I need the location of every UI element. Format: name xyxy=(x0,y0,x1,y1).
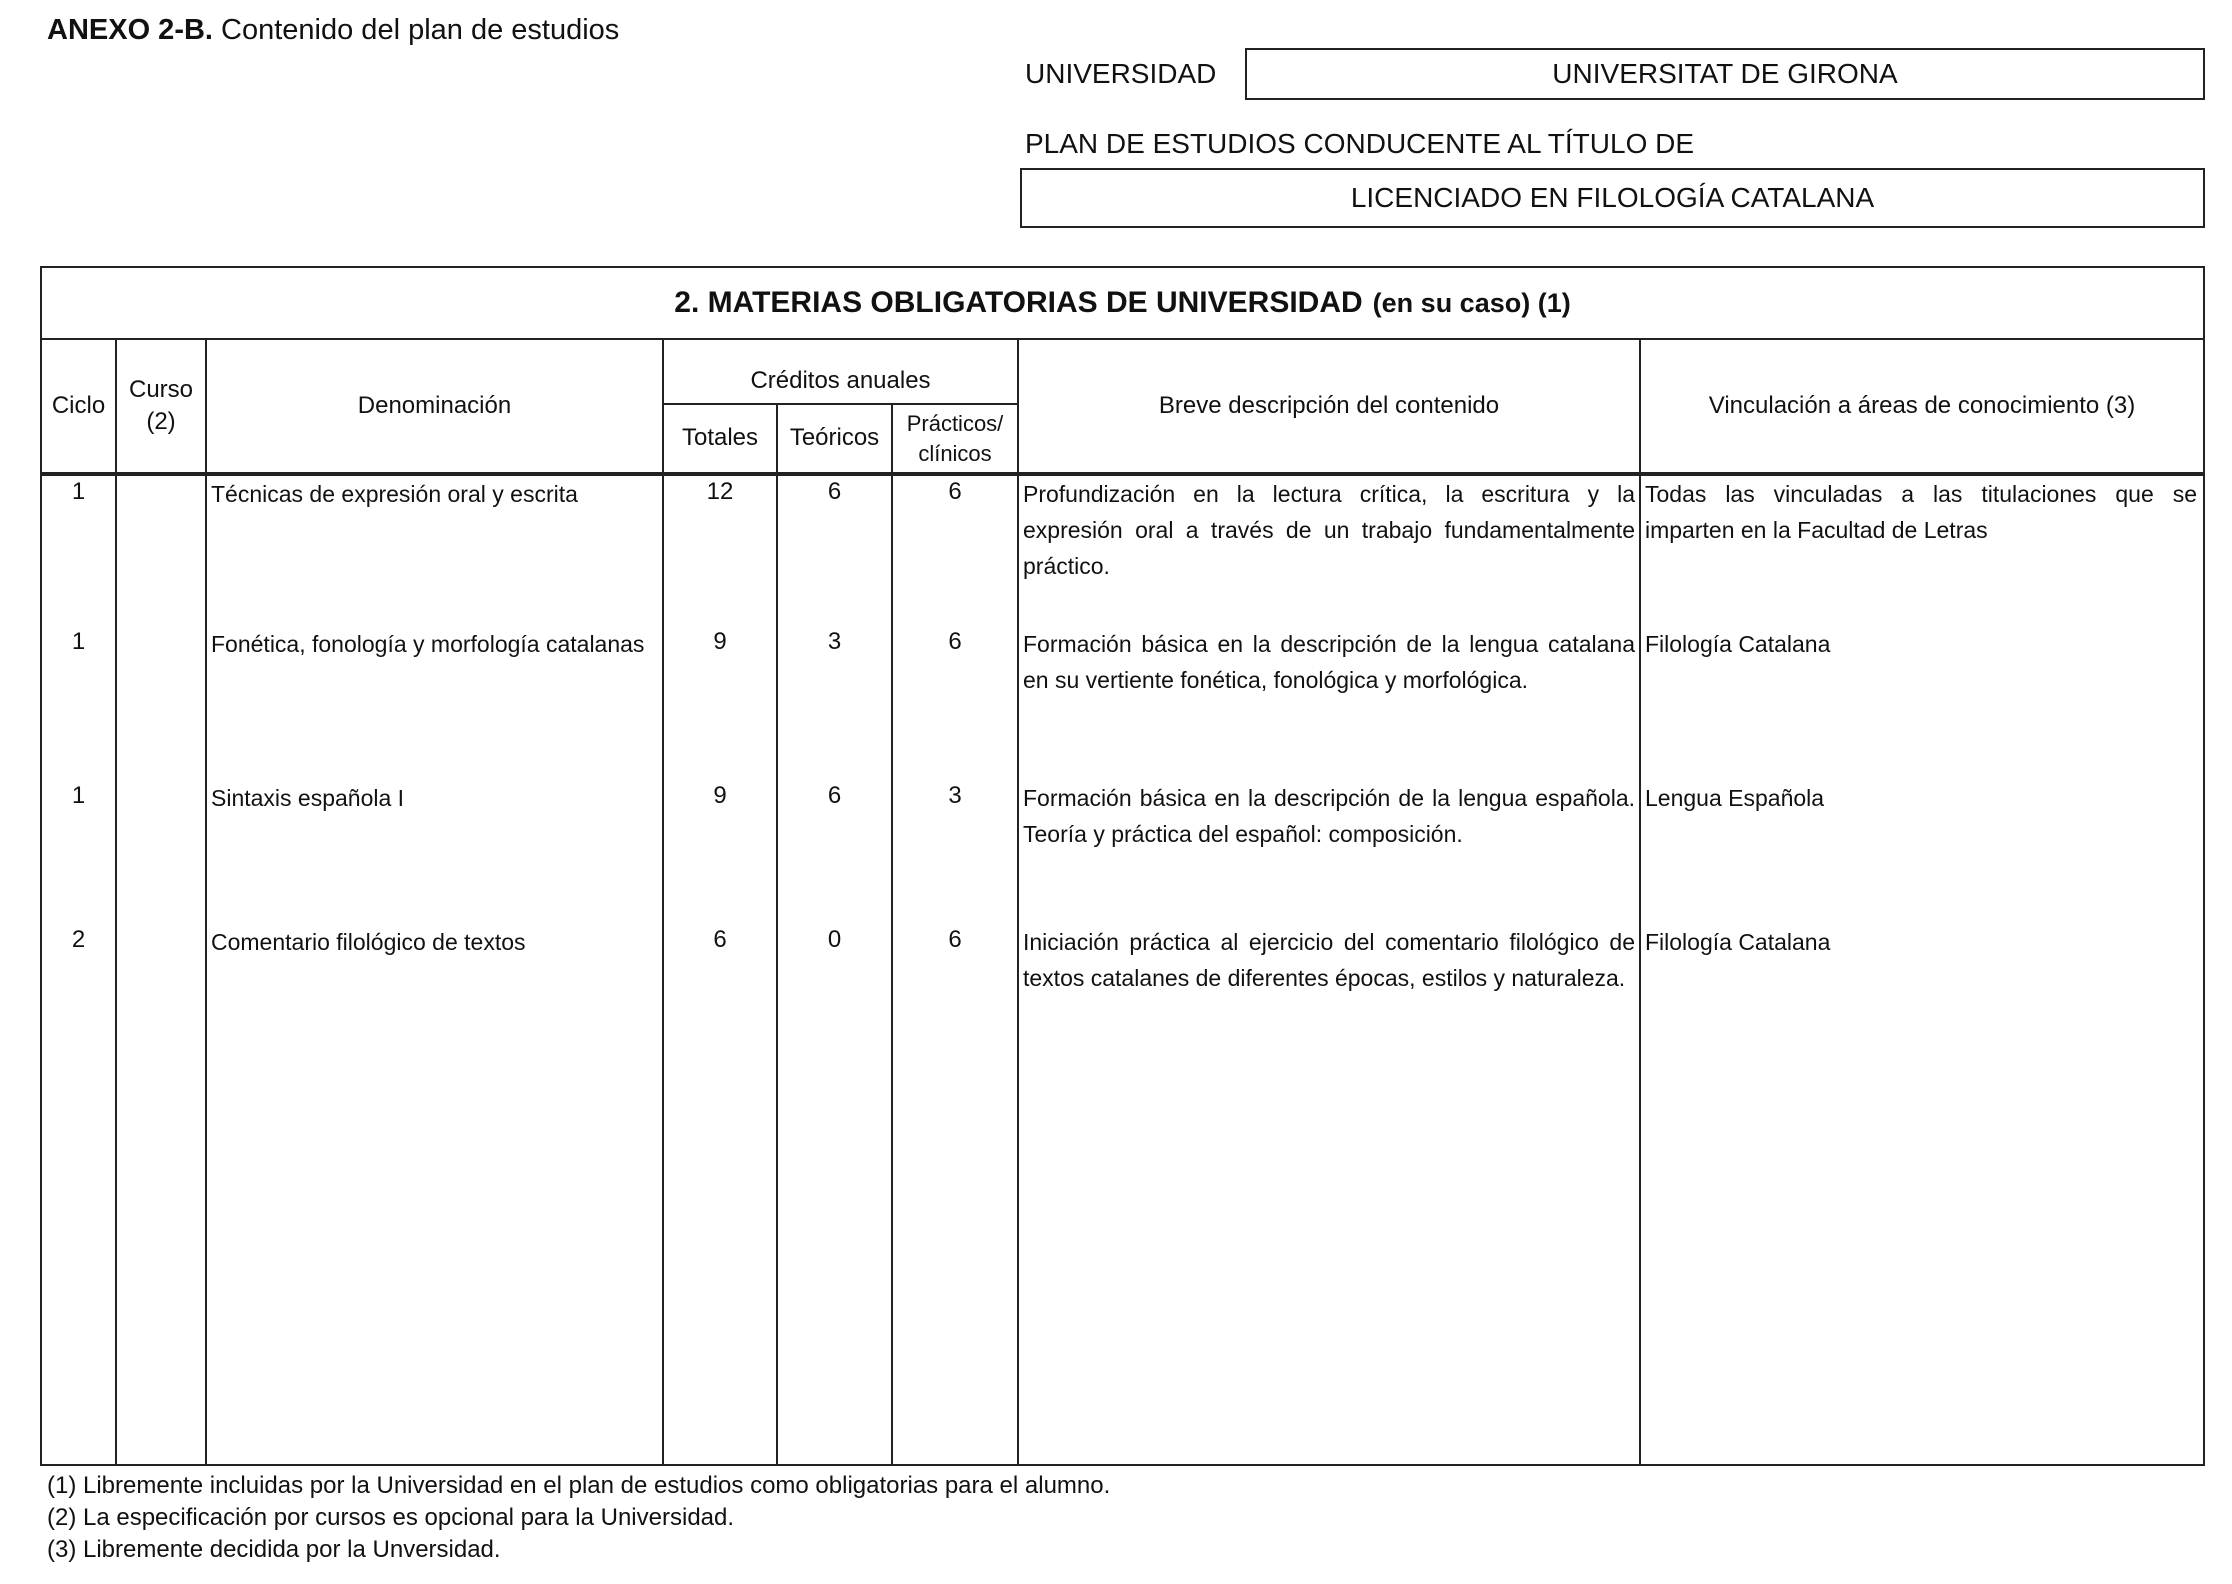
col-header-descripcion: Breve descripción del contenido xyxy=(1158,391,1500,419)
footnote-2: (2) La especificación por cursos es opcional para la Universidad. xyxy=(47,1504,735,1531)
col-header-ciclo: Ciclo xyxy=(51,391,106,419)
row2-vinculacion: Filología Catalana xyxy=(1645,631,1831,657)
section-title-main: 2. MATERIAS OBLIGATORIAS DE UNIVERSIDAD xyxy=(674,286,1363,319)
row4-practicos: 6 xyxy=(948,926,962,953)
row4-ciclo: 2 xyxy=(71,926,86,953)
row4-descripcion: Iniciación práctica al ejercicio del comentario filológico de textos catalanes de diferentes épocas, estilos y naturaleza. xyxy=(1023,929,1635,991)
row2-denominacion: Fonética, fonología y morfología catalanas xyxy=(211,631,645,657)
annex-title xyxy=(47,14,619,47)
col-divider-descripcion xyxy=(1639,338,1641,1464)
row1-teoricos: 6 xyxy=(827,478,842,505)
col-header-vinculacion: Vinculación a áreas de conocimiento (3) xyxy=(1708,391,2136,419)
col-divider-ciclo xyxy=(115,338,117,1464)
row1-denominacion: Técnicas de expresión oral y escrita xyxy=(211,481,578,507)
col-divider-creditos xyxy=(1017,338,1019,1464)
col-header-totales: Totales xyxy=(681,424,759,452)
col-header-teoricos: Teóricos xyxy=(789,424,880,452)
col-header-denominacion: Denominación xyxy=(357,391,512,419)
row4-totales: 6 xyxy=(713,926,727,953)
degree-field: LICENCIADO EN FILOLOGÍA CATALANA xyxy=(1020,168,2205,228)
footnote-3: (3) Libremente decidida por la Unversidad. xyxy=(47,1536,501,1563)
row3-descripcion: Formación básica en la descripción de la lengua española. Teoría y práctica del español: composición. xyxy=(1023,785,1635,847)
row1-totales: 12 xyxy=(706,478,734,505)
col-divider-curso xyxy=(205,338,207,1464)
row4-vinculacion: Filología Catalana xyxy=(1645,929,1831,955)
row3-practicos: 3 xyxy=(948,782,962,809)
col-header-curso: Curso (2) xyxy=(128,375,194,435)
col-divider-denominacion xyxy=(662,338,664,1464)
annex-subtitle: Contenido del plan de estudios xyxy=(212,14,620,46)
row2-descripcion: Formación básica en la descripción de la lengua catalana en su vertiente fonética, fonológica y morfológica. xyxy=(1023,631,1635,693)
row3-teoricos: 6 xyxy=(827,782,842,809)
row1-descripcion: Profundización en la lectura crítica, la escritura y la expresión oral a través de un trabajo fundamentalmente práctico. xyxy=(1023,481,1635,579)
row4-teoricos: 0 xyxy=(827,926,842,953)
row3-ciclo: 1 xyxy=(71,782,86,809)
section-title-suffix: (en su caso) (1) xyxy=(1372,287,1571,318)
row3-totales: 9 xyxy=(713,782,727,809)
row3-denominacion: Sintaxis española I xyxy=(211,785,405,811)
university-field: UNIVERSITAT DE GIRONA xyxy=(1245,48,2205,100)
row1-vinculacion: Todas las vinculadas a las titulaciones que se imparten en la Facultad de Letras xyxy=(1645,481,2197,543)
section-title xyxy=(40,268,2205,338)
row1-practicos: 6 xyxy=(948,478,962,505)
row1-ciclo: 1 xyxy=(71,478,86,505)
row3-vinculacion: Lengua Española xyxy=(1645,785,1825,811)
row4-denominacion: Comentario filológico de textos xyxy=(211,929,526,955)
row2-practicos: 6 xyxy=(948,628,962,655)
row2-teoricos: 3 xyxy=(827,628,842,655)
row2-ciclo: 1 xyxy=(71,628,86,655)
footnote-1: (1) Libremente incluidas por la Universidad en el plan de estudios como obligatorias para el alumno. xyxy=(47,1472,1111,1499)
col-header-practicos: Prácticos/ clínicos xyxy=(906,410,1004,466)
col-header-creditos: Créditos anuales xyxy=(750,366,931,394)
annex-label: ANEXO 2-B. xyxy=(47,14,213,46)
university-label: UNIVERSIDAD xyxy=(1025,58,1217,89)
plan-label: PLAN DE ESTUDIOS CONDUCENTE AL TÍTULO DE xyxy=(1025,128,1695,159)
row2-totales: 9 xyxy=(713,628,727,655)
